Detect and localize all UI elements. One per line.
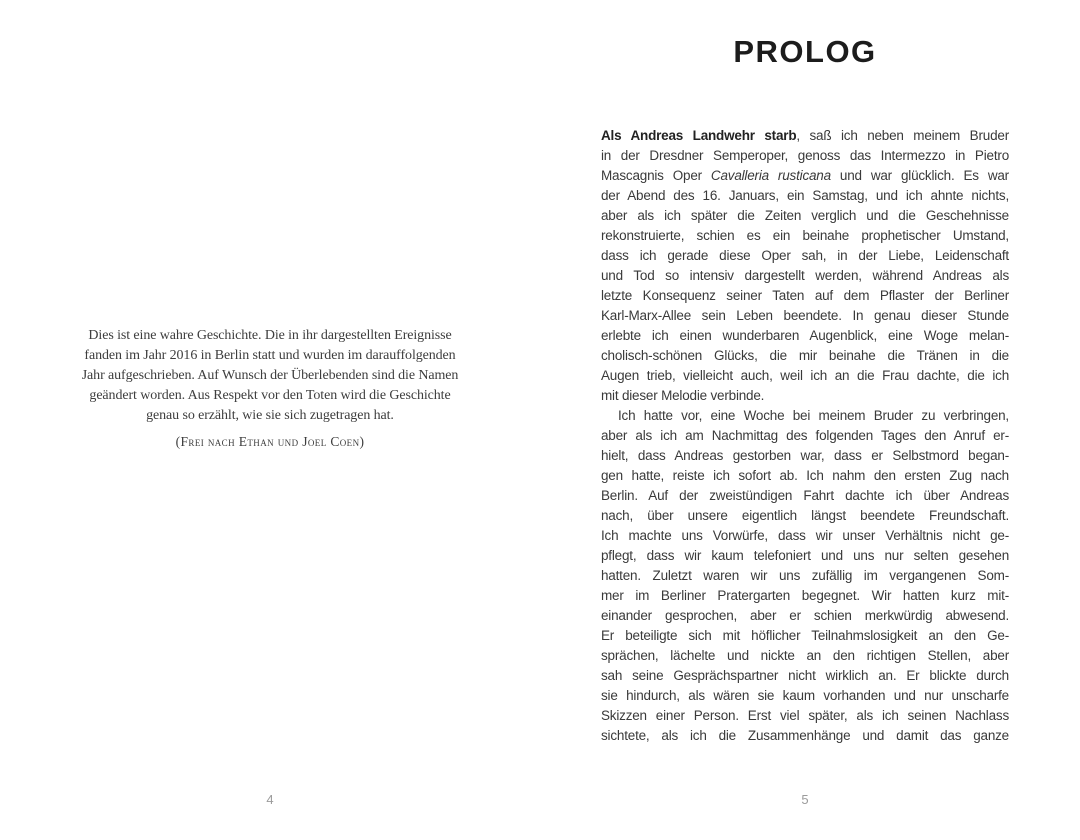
text-line: Jahr aufgeschrieben. Auf Wunsch der Überlebenden sind die Namen [81,368,459,383]
text-line: mer im Berliner Pratergarten begegnet. Wir hatten kurz mit- [601,588,1009,603]
lead-in-bold-text: Als Andreas Landwehr starb [601,128,797,143]
text-line: Er beteiligte sich mit höflicher Teilnahmslosigkeit an den Ge- [601,628,1009,643]
text-line: und Tod so intensiv dargestellt werden, während Andreas als [601,268,1009,283]
text-line: hatten. Zuletzt waren wir uns zufällig im vergangenen Som- [601,568,1009,583]
text-line: Karl-Marx-Allee sein Leben beendete. In genau dieser Stunde [601,308,1009,323]
text-line: mit dieser Melodie verbinde. [601,388,765,403]
text-line: pflegt, dass wir kaum telefoniert und uns nur selten gesehen [601,548,1009,563]
paragraph-2-lines [601,426,1009,746]
prolog-body-text [601,126,1009,746]
epigraph-text [40,326,500,426]
text-line: letzte Konsequenz seiner Taten auf dem Pflaster der Berliner [601,288,1009,303]
text-line: aber als ich am Nachmittag des folgenden Tages den Anruf er- [601,428,1009,443]
text-line: Ich hatte vor, eine Woche bei meinem Bruder zu verbringen, [618,408,1009,423]
text-line: der Abend des 16. Januars, ein Samstag, und ich ahnte nichts, [601,188,1009,203]
text-line: rekonstruierte, schien es ein beinahe prophetischer Umstand, [601,228,1009,243]
text-run: und war glücklich. Es war [830,168,1009,183]
text-line: fanden im Jahr 2016 in Berlin statt und wurden im darauffolgenden [84,348,456,363]
text-line: Berlin. Auf der zweistündigen Fahrt dachte ich über Andreas [601,488,1009,503]
epigraph-attribution: (Frei nach Ethan und Joel Coen) [175,434,365,449]
text-line [601,166,1009,186]
text-line: sie hindurch, als wären sie kaum vorhanden und nur unscharfe [601,688,1009,703]
text-line: sprächen, lächelte und nickte an den richtigen Stellen, aber [601,648,1009,663]
text-line: einander gesprochen, aber er schien merkwürdig abwesend. [601,608,1009,623]
text-line: in der Dresdner Semperoper, genoss das Intermezzo in Pietro [601,148,1009,163]
text-line: sichtete, als ich die Zusammenhänge und damit das ganze [601,728,1009,743]
page-number-left: 4 [266,792,274,807]
paragraph-1-middle-lines [601,186,1009,386]
text-line: geändert worden. Aus Respekt vor den Toten wird die Geschichte [89,388,451,403]
paragraph-2 [601,406,1009,746]
text-line: Ich machte uns Vorwürfe, dass wir unser Verhältnis nicht ge- [601,528,1009,543]
text-line: nach, über unsere eigentlich längst beendete Freundschaft. [601,508,1009,523]
text-line [601,126,1009,146]
paragraph-1 [601,126,1009,406]
chapter-heading: PROLOG [733,34,877,69]
text-line: Skizzen einer Person. Erst viel später, als ich seinen Nachlass [601,708,1009,723]
text-line: dass ich gerade diese Oper sah, in der Liebe, Leidenschaft [601,248,1009,263]
text-line: sah seine Gesprächspartner nicht wirklich an. Er blickte durch [601,668,1009,683]
text-run: Mascagnis Oper [601,168,711,183]
text-line: gen hatte, reiste ich sofort ab. Ich nahm den ersten Zug nach [601,468,1009,483]
text-line: Augen trieb, vielleicht auch, weil ich an die Frau dachte, die ich [601,368,1009,383]
text-run: , saß ich neben meinem Bruder [796,128,1009,143]
opera-title-italic: Cavalleria rusticana [710,168,831,183]
text-line: aber als ich später die Zeiten verglich und die Geschehnisse [601,208,1009,223]
text-line: hielt, dass Andreas gestorben war, dass er Selbstmord began- [601,448,1009,463]
page-number-right: 5 [801,792,809,807]
text-line: Dies ist eine wahre Geschichte. Die in ihr dargestellten Ereignisse [88,328,452,343]
text-line: genau so erzählt, wie sie sich zugetragen hat. [146,408,394,423]
text-line: erlebte ich einen wunderbaren Augenblick, eine Woge melan- [601,328,1009,343]
text-line: cholisch-schönen Glücks, die mir beinahe die Tränen in die [601,348,1009,363]
